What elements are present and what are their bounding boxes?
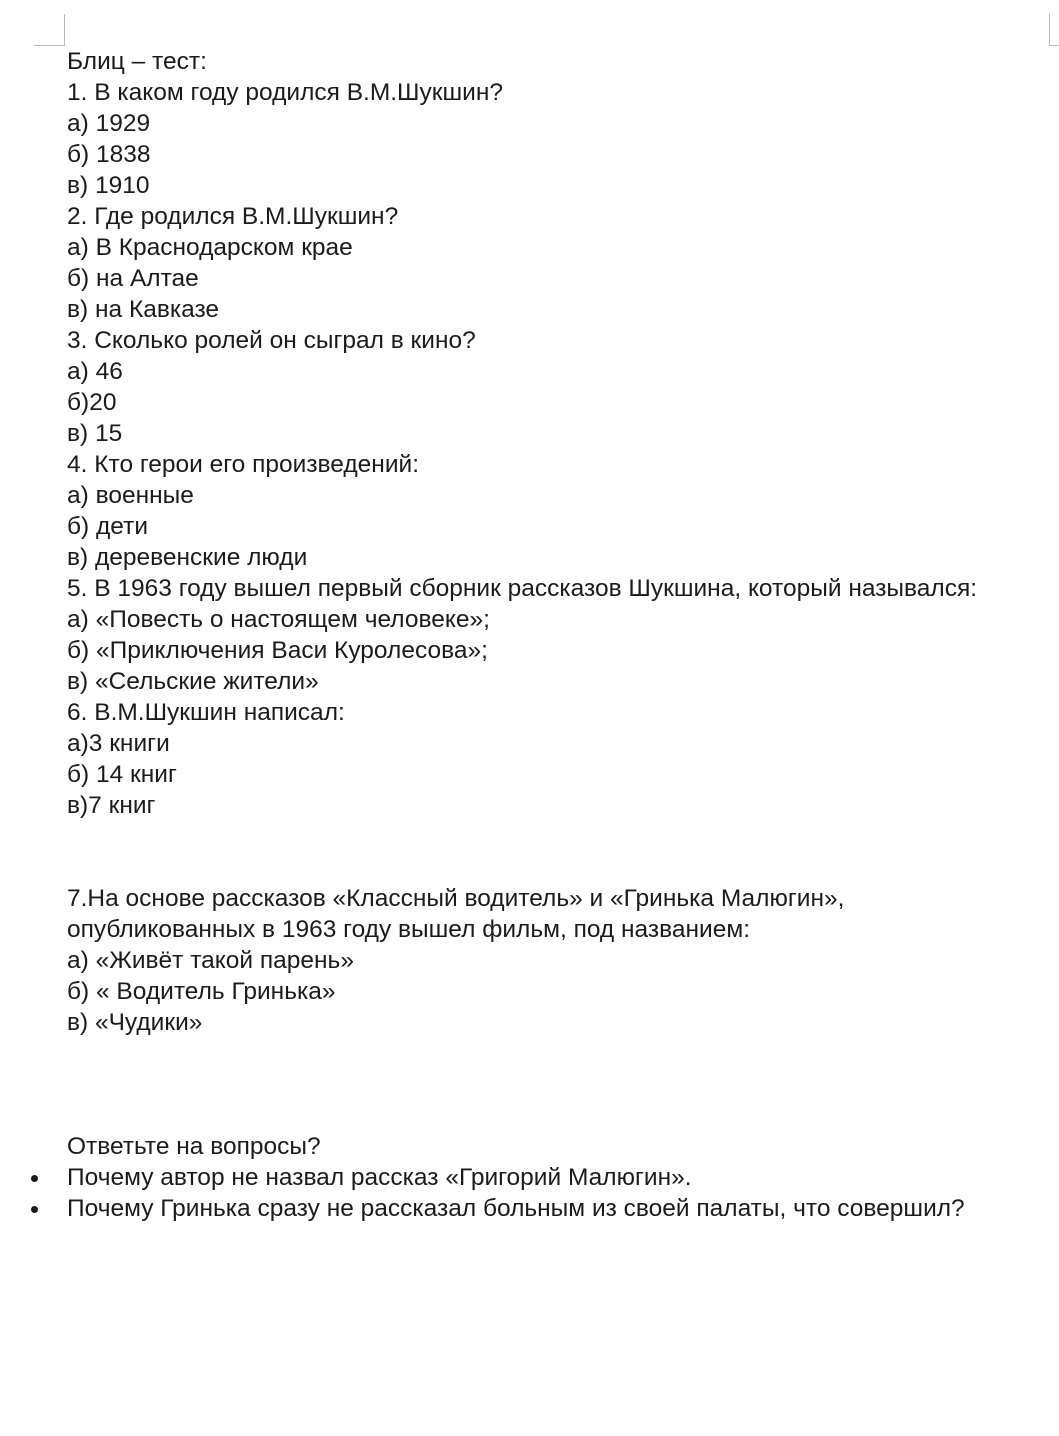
question-1: 1. В каком году родился В.М.Шукшин?: [67, 79, 503, 106]
question-7-option-a: а) «Живёт такой парень»: [67, 947, 354, 974]
bullet-item: [67, 1193, 1052, 1224]
question-3-option-c: в) 15: [67, 420, 123, 447]
question-1-option-c: в) 1910: [67, 172, 150, 199]
answer-section-heading: Ответьте на вопросы?: [67, 1133, 321, 1160]
question-2-option-c: в) на Кавказе: [67, 296, 220, 323]
crop-mark-top-right-vertical: [1049, 14, 1050, 46]
question-3: 3. Сколько ролей он сыграл в кино?: [67, 327, 476, 354]
crop-mark-top-left-vertical: [64, 14, 65, 46]
question-3-option-b: б)20: [67, 389, 117, 416]
question-7-option-c: в) «Чудики»: [67, 1009, 203, 1036]
question-4: 4. Кто герои его произведений:: [67, 451, 420, 478]
document-body: [67, 46, 1052, 1224]
spacer: [67, 1038, 1052, 1131]
bullet-icon: [31, 1175, 38, 1182]
question-1-option-a: а) 1929: [67, 110, 151, 137]
question-3-option-a: а) 46: [67, 358, 123, 385]
spacer: [67, 821, 1052, 883]
question-5-option-a: а) «Повесть о настоящем человеке»;: [67, 606, 490, 633]
question-5: 5. В 1963 году вышел первый сборник рассказов Шукшина, который назывался:: [67, 575, 978, 602]
test-title: Блиц – тест:: [67, 48, 207, 75]
question-2-option-a: а) В Краснодарском крае: [67, 234, 353, 261]
question-2: 2. Где родился В.М.Шукшин?: [67, 203, 399, 230]
bullet-item-text: Почему Гринька сразу не рассказал больным из своей палаты, что совершил?: [67, 1195, 965, 1222]
question-6: 6. В.М.Шукшин написал:: [67, 699, 345, 726]
question-1-option-b: б) 1838: [67, 141, 151, 168]
question-6-option-a: а)3 книги: [67, 730, 170, 757]
bullet-icon: [31, 1206, 38, 1213]
bullet-item-text: Почему автор не назвал рассказ «Григорий Малюгин».: [67, 1164, 692, 1191]
question-4-option-b: б) дети: [67, 513, 149, 540]
question-5-option-b: б) «Приключения Васи Куролесова»;: [67, 637, 488, 664]
question-7-option-b: б) « Водитель Гринька»: [67, 978, 336, 1005]
question-5-option-c: в) «Сельские жители»: [67, 668, 319, 695]
question-6-option-c: в)7 книг: [67, 792, 156, 819]
crop-mark-top-left-horizontal: [34, 45, 65, 46]
question-4-option-a: а) военные: [67, 482, 194, 509]
question-6-option-b: б) 14 книг: [67, 761, 177, 788]
question-4-option-c: в) деревенские люди: [67, 544, 308, 571]
bullet-item: [67, 1162, 1052, 1193]
question-2-option-b: б) на Алтае: [67, 265, 199, 292]
question-7-line-2: опубликованных в 1963 году вышел фильм, под названием:: [67, 916, 750, 943]
question-7-line-1: 7.На основе рассказов «Классный водитель» и «Гринька Малюгин»,: [67, 885, 845, 912]
